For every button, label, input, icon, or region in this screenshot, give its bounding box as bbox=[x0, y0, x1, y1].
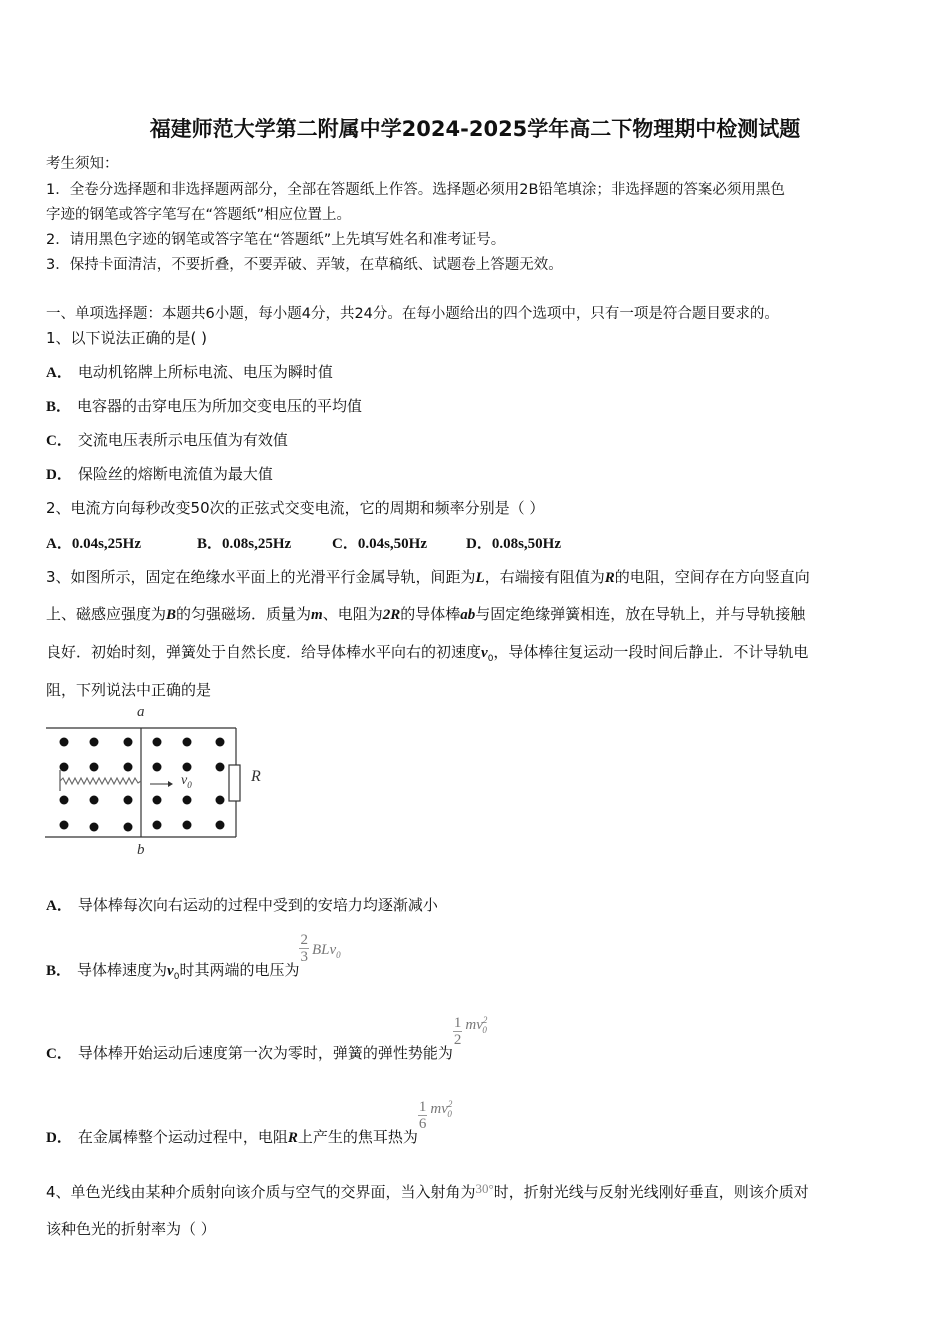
expr: mv bbox=[465, 1016, 483, 1033]
option-label: B． bbox=[197, 536, 223, 552]
subscript: 0 bbox=[173, 971, 180, 982]
expr-mv0-squared bbox=[465, 1014, 488, 1035]
expr-BLv0 bbox=[312, 942, 341, 958]
var-B: B bbox=[166, 607, 177, 623]
notice-item: 3．保持卡面清洁，不要折叠，不要弄破、弄皱，在草稿纸、试题卷上答题无效。 bbox=[46, 257, 563, 273]
question-stem: 1、以下说法正确的是( ) bbox=[46, 329, 208, 347]
var-R: R bbox=[604, 570, 615, 586]
text: ，导体棒往复运动一段时间后静止．不计导轨电 bbox=[493, 643, 809, 661]
var-L: L bbox=[475, 570, 485, 586]
superscript: 2 bbox=[482, 1014, 488, 1025]
subscript: 0 bbox=[447, 1108, 452, 1119]
question-stem-line bbox=[46, 1181, 809, 1202]
var-v0: v bbox=[167, 962, 174, 979]
option-text: 导体棒开始运动后速度第一次为零时，弹簧的弹性势能为 bbox=[77, 1043, 453, 1062]
option-b[interactable] bbox=[197, 532, 291, 553]
label-a: a bbox=[137, 704, 145, 720]
option-label: D． bbox=[466, 536, 492, 552]
option-label: D． bbox=[46, 467, 72, 483]
option-label: B． bbox=[46, 962, 72, 979]
page-title: 福建师范大学第二附属中学2024-2025学年高二下物理期中检测试题 bbox=[149, 117, 801, 141]
option-text: 导体棒每次向右运动的过程中受到的安培力均逐渐减小 bbox=[77, 896, 438, 914]
rail-circuit-diagram bbox=[40, 703, 280, 863]
text: 时，折射光线与反射光线刚好垂直，则该介质对 bbox=[493, 1183, 809, 1201]
option-a[interactable] bbox=[46, 532, 141, 553]
text: 上、磁感应强度为 bbox=[46, 605, 167, 623]
subscript: 0 bbox=[336, 949, 341, 960]
subscript: 0 bbox=[482, 1024, 487, 1035]
numerator: 1 bbox=[418, 1099, 427, 1115]
notice-item: 1．全卷分选择题和非选择题两部分，全部在答题纸上作答。选择题必须用2B铅笔填涂；非选择题的答案必须用黑色 bbox=[46, 182, 785, 198]
option-c[interactable] bbox=[46, 1012, 488, 1062]
question-stem-line bbox=[46, 566, 810, 587]
label-b: b bbox=[137, 842, 145, 858]
section-heading: 一、单项选择题：本题共6小题，每小题4分，共24分。在每小题给出的四个选项中，只有一项是符合题目要求的。 bbox=[46, 306, 779, 322]
label-R: R bbox=[251, 768, 261, 785]
label-v: v bbox=[181, 773, 188, 788]
text: 、电阻为 bbox=[322, 605, 383, 623]
question-stem-line bbox=[46, 641, 808, 664]
option-b[interactable] bbox=[46, 929, 341, 982]
text: 上产生的焦耳热为 bbox=[297, 1127, 418, 1146]
text: 导体棒速度为 bbox=[77, 960, 168, 979]
option-label: C． bbox=[46, 433, 72, 449]
option-label: C． bbox=[332, 536, 358, 552]
text: 在金属棒整个运动过程中，电阻 bbox=[77, 1127, 288, 1146]
question-stem-line bbox=[46, 603, 805, 624]
option-label: A． bbox=[46, 898, 72, 914]
text: 的匀强磁场．质量为 bbox=[176, 605, 312, 623]
option-c[interactable] bbox=[46, 429, 288, 450]
option-text bbox=[78, 1128, 418, 1146]
option-d[interactable] bbox=[46, 463, 273, 484]
option-label: D． bbox=[46, 1129, 72, 1146]
text: 良好．初始时刻，弹簧处于自然长度．给导体棒水平向右的初速度 bbox=[46, 643, 482, 661]
option-d[interactable] bbox=[46, 1096, 453, 1146]
option-text: 保险丝的熔断电流值为最大值 bbox=[77, 465, 273, 483]
superscript: 2 bbox=[447, 1098, 453, 1109]
angle-value: 30° bbox=[475, 1181, 494, 1196]
option-text: 0.04s,25Hz bbox=[71, 536, 142, 552]
notice-heading: 考生须知： bbox=[46, 156, 119, 172]
text: 时其两端的电压为 bbox=[179, 960, 300, 979]
option-label: B． bbox=[46, 399, 72, 415]
circuit-figure bbox=[40, 703, 280, 863]
option-d[interactable] bbox=[466, 532, 561, 553]
option-text: 0.08s,25Hz bbox=[222, 536, 292, 552]
question-stem-line: 该种色光的折射率为（ ） bbox=[46, 1220, 216, 1238]
option-text: 0.04s,50Hz bbox=[357, 536, 428, 552]
option-b[interactable] bbox=[46, 395, 362, 416]
option-text bbox=[77, 960, 300, 982]
question-stem: 2、电流方向每秒改变50次的正弦式交变电流，它的周期和频率分别是（ ） bbox=[46, 499, 545, 517]
denominator: 2 bbox=[453, 1032, 462, 1048]
label-v0 bbox=[181, 773, 192, 790]
text: 的导体棒 bbox=[400, 605, 461, 623]
expr: mv bbox=[430, 1100, 448, 1117]
option-text: 电动机铭牌上所标电流、电压为瞬时值 bbox=[77, 363, 333, 381]
var-v0: v bbox=[481, 645, 488, 661]
text: ，右端接有阻值为 bbox=[484, 568, 605, 586]
denominator: 6 bbox=[418, 1116, 427, 1132]
text: 3、如图所示，固定在绝缘水平面上的光滑平行金属导轨，间距为 bbox=[46, 568, 476, 586]
option-text: 0.08s,50Hz bbox=[491, 536, 562, 552]
var-R: R bbox=[287, 1129, 298, 1146]
notice-item: 字迹的钢笔或答字笔写在“答题纸”相应位置上。 bbox=[46, 207, 352, 223]
option-text: 电容器的击穿电压为所加交变电压的平均值 bbox=[77, 397, 363, 415]
option-label: A． bbox=[46, 365, 72, 381]
text: 的电阻，空间存在方向竖直向 bbox=[614, 568, 810, 586]
subscript: 0 bbox=[187, 779, 192, 790]
question-stem-line: 阻，下列说法中正确的是 bbox=[46, 681, 212, 699]
expr: BLv bbox=[311, 941, 337, 958]
var-ab: ab bbox=[460, 607, 476, 623]
notice-item: 2．请用黑色字迹的钢笔或答字笔在“答题纸”上先填写姓名和准考证号。 bbox=[46, 232, 506, 248]
subscript: 0 bbox=[487, 654, 494, 664]
fraction-1-6 bbox=[418, 1100, 428, 1132]
fraction-2-3 bbox=[299, 933, 309, 965]
numerator: 1 bbox=[453, 1015, 462, 1031]
var-m: m bbox=[311, 607, 323, 623]
numerator: 2 bbox=[300, 932, 308, 948]
var-2R: 2R bbox=[382, 607, 401, 623]
option-label: A． bbox=[46, 536, 72, 552]
option-text: 交流电压表所示电压值为有效值 bbox=[77, 431, 288, 449]
expr-mv0-squared bbox=[430, 1098, 453, 1119]
option-a[interactable] bbox=[46, 361, 333, 382]
fraction-1-2 bbox=[453, 1016, 463, 1048]
option-c[interactable] bbox=[332, 532, 427, 553]
option-label: C． bbox=[46, 1045, 72, 1062]
text: 4、单色光线由某种介质射向该介质与空气的交界面，当入射角为 bbox=[46, 1183, 476, 1201]
option-a[interactable] bbox=[46, 894, 438, 915]
denominator: 3 bbox=[300, 949, 308, 965]
text: 与固定绝缘弹簧相连，放在导轨上，并与导轨接触 bbox=[475, 605, 806, 623]
